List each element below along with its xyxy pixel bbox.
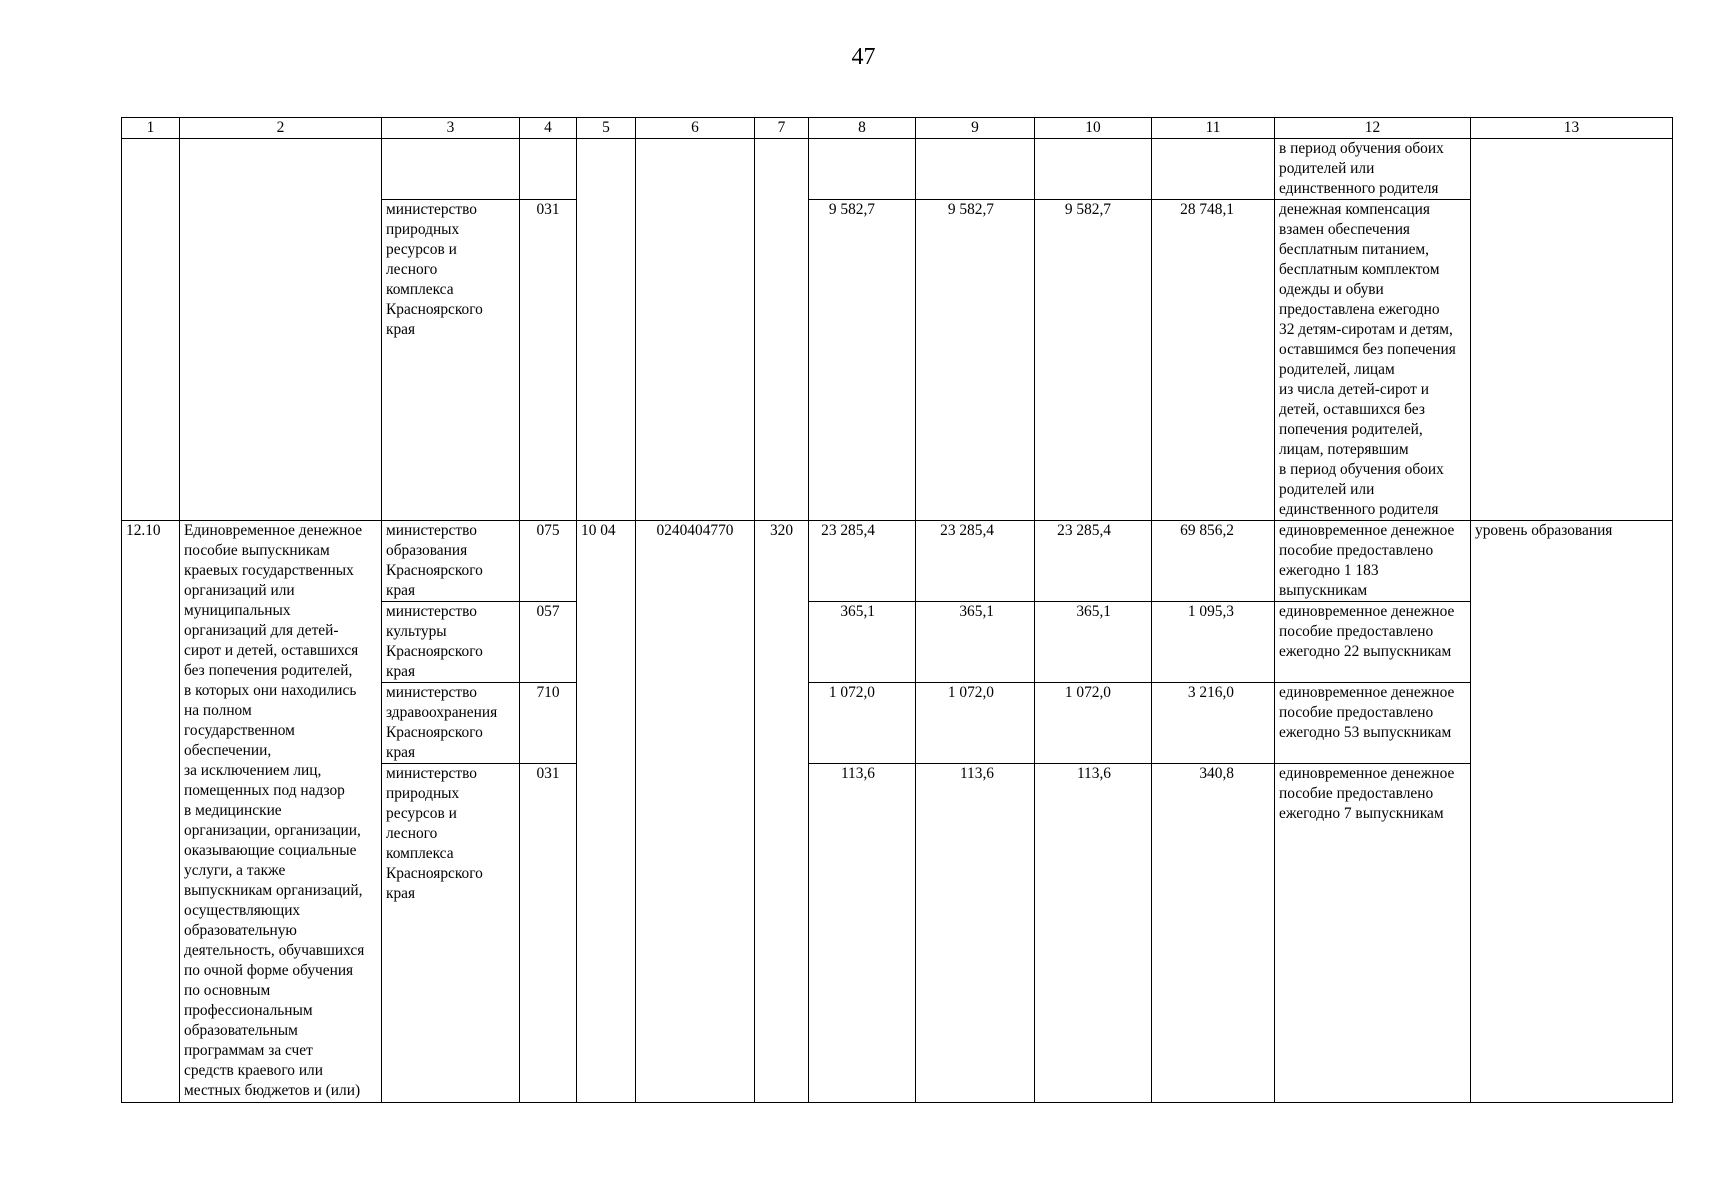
org-cell: министерство здравоохранения Красноярского края [382,683,520,764]
value-cell: 28 748,1 [1152,200,1275,521]
value-cell: 113,6 [1035,764,1152,1103]
value-cell: 113,6 [809,764,916,1103]
value-cell: 1 072,0 [916,683,1035,764]
section-cell: 10 04 [577,521,636,1103]
table-cell [636,139,755,521]
value-cell: 365,1 [1035,602,1152,683]
table-cell [1035,139,1152,200]
value-cell: 365,1 [809,602,916,683]
value-cell: 23 285,4 [916,521,1035,602]
column-header: 7 [755,118,809,139]
value-cell: 9 582,7 [809,200,916,521]
value-cell: 340,8 [1152,764,1275,1103]
column-header: 5 [577,118,636,139]
table-cell [755,139,809,521]
value-cell: 1 072,0 [809,683,916,764]
row-number-cell: 12.10 [122,521,180,1103]
value-cell: 9 582,7 [916,200,1035,521]
target-code-cell: 0240404770 [636,521,755,1103]
org-cell: министерство природных ресурсов и лесного комплекса Красноярского края [382,200,520,521]
column-header: 10 [1035,118,1152,139]
code-cell: 057 [520,602,577,683]
table-row [122,139,1673,200]
result-cell: единовременное денежное пособие предоставлено ежегодно 7 выпускникам [1275,764,1471,1103]
table-cell [577,139,636,521]
table-cell [1471,139,1673,521]
page-number: 47 [851,44,876,70]
column-header: 8 [809,118,916,139]
org-cell: министерство образования Красноярского края [382,521,520,602]
code-cell: 075 [520,521,577,602]
indicator-cell: уровень образования [1471,521,1673,1103]
value-cell: 1 072,0 [1035,683,1152,764]
column-header: 4 [520,118,577,139]
result-cell: единовременное денежное пособие предоставлено ежегодно 22 выпускникам [1275,602,1471,683]
budget-table [121,117,1673,1103]
table-cell [1152,139,1275,200]
table-cell [809,139,916,200]
value-cell: 9 582,7 [1035,200,1152,521]
value-cell: 69 856,2 [1152,521,1275,602]
column-header: 6 [636,118,755,139]
table-cell [520,139,577,200]
code-cell: 710 [520,683,577,764]
table-cell [382,139,520,200]
value-cell: 365,1 [916,602,1035,683]
table-cell [180,139,382,521]
value-cell: 23 285,4 [1035,521,1152,602]
table-row [122,521,1673,602]
column-number-row [122,118,1673,139]
org-cell: министерство природных ресурсов и лесного комплекса Красноярского края [382,764,520,1103]
value-cell: 1 095,3 [1152,602,1275,683]
budget-table-wrapper [121,117,1673,1103]
code-cell: 031 [520,200,577,521]
result-cell: единовременное денежное пособие предоставлено ежегодно 53 выпускникам [1275,683,1471,764]
type-code-cell: 320 [755,521,809,1103]
column-header: 11 [1152,118,1275,139]
result-cell: единовременное денежное пособие предоставлено ежегодно 1 183 выпускникам [1275,521,1471,602]
column-header: 3 [382,118,520,139]
result-cell: в период обучения обоих родителей или единственного родителя [1275,139,1471,200]
code-cell: 031 [520,764,577,1103]
org-cell: министерство культуры Красноярского края [382,602,520,683]
measure-name-cell: Единовременное денежное пособие выпускникам краевых государственных организаций или муниципальных организаций для детей- сирот и детей, оставшихся без попечения родителей, в которых они находились на полном государственном обеспечении, за исключением лиц, помещенных под надзор в медицинские организации, организации, оказывающие социальные услуги, а также выпускникам организаций, осуществляющих образовательную деятельность, обучавшихся по очной форме обучения по основным профессиональным образовательным программам за счет средств краевого или местных бюджетов и (или) [180,521,382,1103]
column-header: 2 [180,118,382,139]
column-header: 1 [122,118,180,139]
column-header: 9 [916,118,1035,139]
column-header: 13 [1471,118,1673,139]
result-cell: денежная компенсация взамен обеспечения бесплатным питанием, бесплатным комплектом одежды и обуви предоставлена ежегодно 32 детям-сиротам и детям, оставшимся без попечения родителей, лицам из числа детей-сирот и детей, оставшихся без попечения родителей, лицам, потерявшим в период обучения обоих родителей или единственного родителя [1275,200,1471,521]
column-header: 12 [1275,118,1471,139]
value-cell: 113,6 [916,764,1035,1103]
value-cell: 3 216,0 [1152,683,1275,764]
table-cell [122,139,180,521]
table-cell [916,139,1035,200]
value-cell: 23 285,4 [809,521,916,602]
